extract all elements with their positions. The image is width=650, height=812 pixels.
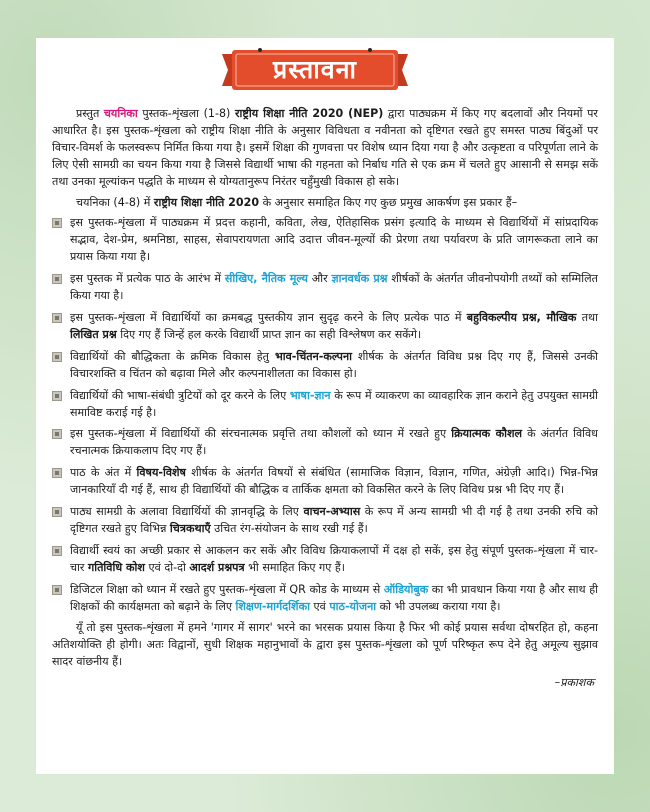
- feature-bullet: पाठ्य सामग्री के अलावा विद्यार्थियों की ज्ञानवृद्धि के लिए वाचन-अभ्यास के रूप में अन्य सामग्री भी दी गई है तथा उनकी रुचि को दृष्टिगत रखते हुए विभिन्न चित्रकथाएँ उचित रंग-संयोजन के साथ रखी गई हैं।: [52, 504, 598, 538]
- bullet-icon: [52, 352, 62, 362]
- feature-bullet: विद्यार्थियों की बौद्धिकता के क्रमिक विकास हेतु भाव-चिंतन-कल्पना शीर्षक के अंतर्गत विविध प्रश्न दिए गए हैं, जिससे उनकी विचारशक्ति व चिंतन को बढ़ावा मिले और कल्पनाशीलता का विकास हो।: [52, 349, 598, 383]
- bullet-icon: [52, 585, 62, 595]
- feature-bullet: विद्यार्थी स्वयं का अच्छी प्रकार से आकलन कर सकें और विविध क्रियाकलापों में दक्ष हो सकें, इस हेतु संपूर्ण पुस्तक-शृंखला में चार-चार गतिविधि कोश एवं दो-दो आदर्श प्रश्नपत्र भी समाहित किए गए हैं।: [52, 543, 598, 577]
- bullet-icon: [52, 274, 62, 284]
- bullet-icon: [52, 313, 62, 323]
- policy-name: राष्ट्रीय शिक्षा नीति 2020 (NEP): [234, 107, 384, 120]
- preface-content: [52, 106, 598, 692]
- feature-bullet: इस पुस्तक-शृंखला में विद्यार्थियों का क्रमबद्ध पुस्तकीय ज्ञान सुदृढ़ करने के लिए प्रत्येक पाठ में बहुविकल्पीय प्रश्न, मौखिक तथा लिखित प्रश्न दिए गए हैं जिन्हें हल करके विद्यार्थी प्राप्त ज्ञान का सही विश्लेषण कर सकेंगे।: [52, 310, 598, 344]
- bullet-icon: [52, 507, 62, 517]
- feature-bullet: पाठ के अंत में विषय-विशेष शीर्षक के अंतर्गत विषयों से संबंधित (सामाजिक विज्ञान, विज्ञान, गणित, अंग्रेज़ी आदि।) भिन्न-भिन्न जानकारियाँ दी गई हैं, साथ ही विद्यार्थियों की बौद्धिक व तार्किक क्षमता को विकसित करने के लिए विविध प्रश्न भी दिए गए हैं।: [52, 465, 598, 499]
- series-name: चयनिका: [103, 107, 138, 120]
- feature-bullet: इस पुस्तक में प्रत्येक पाठ के आरंभ में सीखिए, नैतिक मूल्य और ज्ञानवर्धक प्रश्न शीर्षकों के अंतर्गत जीवनोपयोगी तथ्यों को सम्मिलित किया गया है।: [52, 271, 598, 305]
- closing-paragraph: यूँ तो इस पुस्तक-शृंखला में हमने 'गागर में सागर' भरने का भरसक प्रयास किया है फिर भी कोई प्रयास सर्वथा दोषरहित हो, कहना अतिशयोक्ति ही होगी। अतः विद्वानों, सुधी शिक्षक महानुभावों के द्वारा इस पुस्तक-शृंखला को पूर्ण परिष्कृत रूप देने हेतु अमूल्य सुझाव सादर वांछनीय हैं।: [52, 621, 598, 669]
- publisher-signature: –प्रकाशक: [554, 676, 594, 690]
- feature-bullet: इस पुस्तक-शृंखला में विद्यार्थियों की संरचनात्मक प्रवृत्ति तथा कौशलों को ध्यान में रखते हुए क्रियात्मक कौशल के अंतर्गत विविध रचनात्मक क्रियाकलाप दिए गए हैं।: [52, 426, 598, 460]
- intro-paragraph: प्रस्तुत चयनिका पुस्तक-शृंखला (1-8) राष्ट्रीय शिक्षा नीति 2020 (NEP) द्वारा पाठ्यक्रम में किए गए बदलावों और नियमों पर आधारित है। इस पुस्तक-शृंखला को राष्ट्रीय शिक्षा नीति के अनुसार विविधता व नवीनता को दृष्टिगत रखते हुए समस्त पाठ्य बिंदुओं पर विचार-विमर्श के फलस्वरूप निर्मित किया गया है। इसमें शिक्षा की गुणवत्ता पर विशेष ध्यान दिया गया है और उत्कृष्टता व परिपूर्णता लाने के लिए ऐसी सामग्री का चयन किया गया है जिससे विद्यार्थी भाषा की गहनता को निर्बाध गति से एक क्रम में चलते हुए आसानी से समझ सकें तथा उनका मूल्यांकन पद्धति के माध्यम से योग्यतानुरूप निरंतर चहुँमुखी विकास हो सके।: [52, 107, 598, 188]
- bullet-icon: [52, 429, 62, 439]
- bullet-icon: [52, 218, 62, 228]
- feature-bullet: डिजिटल शिक्षा को ध्यान में रखते हुए पुस्तक-शृंखला में QR कोड के माध्यम से ऑडियोबुक का भी प्रावधान किया गया है और साथ ही शिक्षकों की कार्यक्षमता को बढ़ाने के लिए शिक्षण-मार्गदर्शिका एवं पाठ-योजना को भी उपलब्ध कराया गया है।: [52, 582, 598, 616]
- page-title: प्रस्तावना: [273, 55, 357, 84]
- bullet-icon: [52, 468, 62, 478]
- features-intro: चयनिका (4-8) में राष्ट्रीय शिक्षा नीति 2020 के अनुसार समाहित किए गए कुछ प्रमुख आकर्षण इस प्रकार हैं–: [76, 195, 518, 209]
- title-banner: [220, 48, 410, 92]
- bullet-icon: [52, 391, 62, 401]
- feature-bullet: विद्यार्थियों की भाषा-संबंधी त्रुटियों को दूर करने के लिए भाषा-ज्ञान के रूप में व्याकरण का व्यावहारिक ज्ञान कराने हेतु उपयुक्त सामग्री समाविष्ट कराई गई है।: [52, 388, 598, 422]
- bullet-icon: [52, 546, 62, 556]
- feature-bullet: इस पुस्तक-शृंखला में पाठ्यक्रम में प्रदत्त कहानी, कविता, लेख, ऐतिहासिक प्रसंग इत्यादि के माध्यम से विद्यार्थियों में सांप्रदायिक सद्भाव, देश-प्रेम, श्रमनिष्ठा, साहस, सेवापरायणता आदि उदात्त जीवन-मूल्यों की प्रेरणा तथा पर्यावरण के प्रति जागरूकता लाने का प्रयास किया गया है।: [52, 215, 598, 266]
